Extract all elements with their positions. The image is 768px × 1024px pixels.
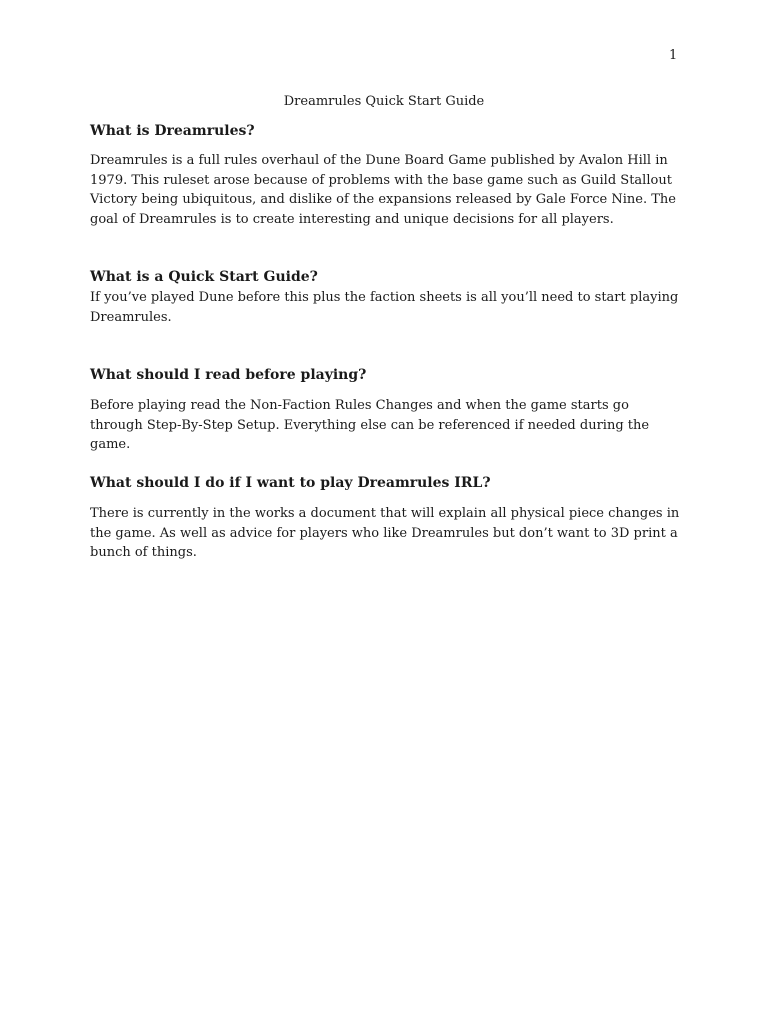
section-heading-what-is-dreamrules: What is Dreamrules?	[90, 123, 255, 139]
section-heading-read-before-playing: What should I read before playing?	[90, 367, 367, 383]
document-title: Dreamrules Quick Start Guide	[283, 94, 485, 109]
section-body-quick-start-guide: If you’ve played Dune before this plus the faction sheets is all you’ll need to start playing Dreamrules.	[90, 290, 679, 325]
page-number: 1	[669, 48, 678, 63]
section-body-play-irl: There is currently in the works a document that will explain all physical piece changes in the game. As well as advice for players who like Dreamrules but don’t want to 3D print a bunch of things.	[90, 506, 680, 560]
section-heading-quick-start-guide: What is a Quick Start Guide?	[90, 269, 318, 285]
section-heading-play-irl: What should I do if I want to play Dreamrules IRL?	[90, 475, 491, 491]
section-body-what-is-dreamrules: Dreamrules is a full rules overhaul of the Dune Board Game published by Avalon Hill in 1979. This ruleset arose because of problems with the base game such as Guild Stallout Victory being ubiquitous, and dislike of the expansions released by Gale Force Nine. The goal of Dreamrules is to create interesting and unique decisions for all players.	[90, 153, 676, 227]
section-body-read-before-playing: Before playing read the Non-Faction Rules Changes and when the game starts go through Step-By-Step Setup. Everything else can be referenced if needed during the game.	[90, 398, 650, 452]
